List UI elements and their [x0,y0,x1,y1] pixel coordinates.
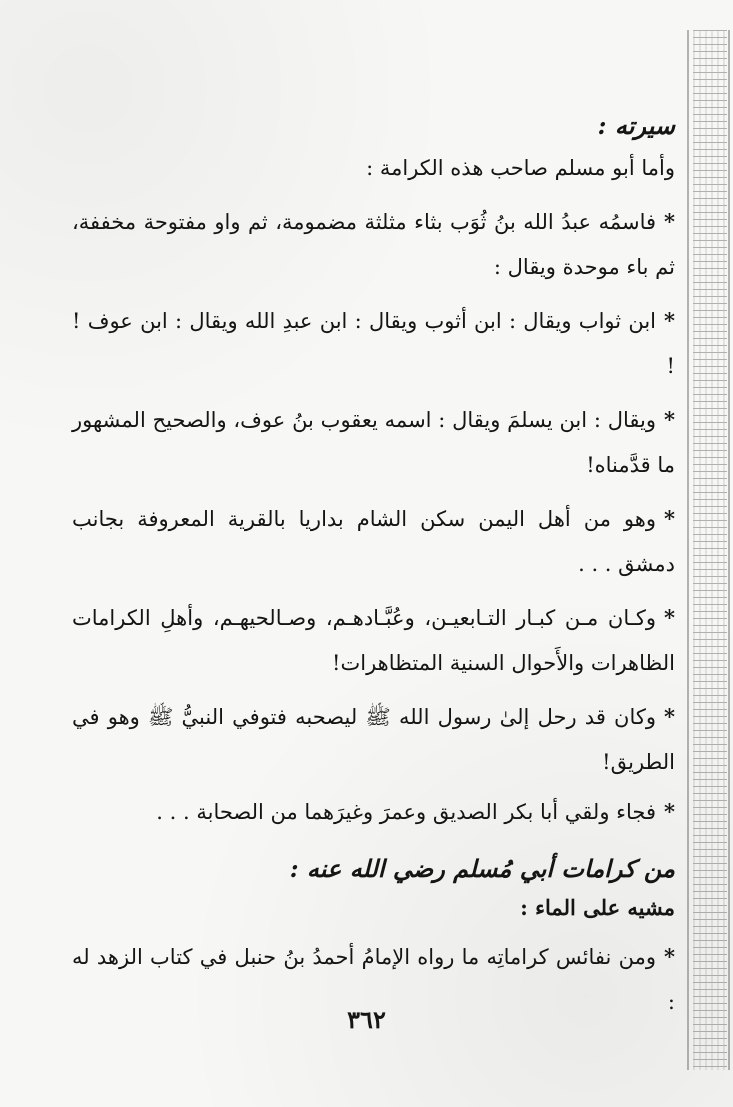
intro-line: وأما أبو مسلم صاحب هذه الكرامة : [366,156,675,180]
bullet-star: * [664,407,675,432]
paragraph-7 [72,789,675,835]
paragraph-text: وكان قد رحل إلىٰ رسول الله ﷺ ليصحبه فتوفي النبيُّ ﷺ وهو في الطريق! [72,705,675,774]
paragraph-text: ويقال : ابن يسلمَ ويقال : اسمه يعقوب بنُ عوف، والصحيح المشهور ما قدَّمناه! [72,408,675,477]
paragraph-text: ابن ثواب ويقال : ابن أثوب ويقال : ابن عبدِ الله ويقال : ابن عوف ! ! [72,309,675,378]
paragraph-text: فاسمُه عبدُ الله بنُ ثُوَب بثاء مثلثة مضمومة، ثم واو مفتوحة مخففة، ثم باء موحدة ويقال : [72,210,675,279]
paragraph-text: فجاء ولقي أبا بكر الصديق وعمرَ وغيرَهما من الصحابة . . . [156,800,657,824]
paragraph-2 [72,298,675,389]
paragraph-text: وهو من أهل اليمن سكن الشام بداريا بالقرية المعروفة بجانب دمشق . . . [72,507,675,576]
section-heading-biography: سيرته : [597,111,675,140]
bullet-star: * [664,506,675,531]
page-text [72,96,675,1025]
paragraph-4 [72,496,675,587]
bullet-star: * [664,944,675,969]
bullet-star: * [664,704,675,729]
bullet-star: * [664,799,675,824]
bullet-star: * [664,605,675,630]
paragraph-text: ومن نفائس كراماتِه ما رواه الإمامُ أحمدُ بنُ حنبل في كتاب الزهد له : [72,945,675,1014]
paragraph-3 [72,397,675,488]
page-number: ٣٦٢ [347,1005,386,1034]
bullet-star: * [664,308,675,333]
bullet-star: * [664,209,675,234]
paragraph-5 [72,595,675,686]
paragraph-text: وكـان مـن كبـار التـابعيـن، وعُبَّـادهـم، وصـالحيهـم، وأهلِ الكرامات الظاهرات والأَحوال السنية المتظاهرات! [72,606,675,675]
paragraph-6 [72,694,675,785]
subheading-walking-on-water: مشيه على الماء : [520,895,675,920]
decorative-border [693,30,727,1070]
paragraph-1 [72,199,675,290]
section-heading-miracles: من كرامات أبي مُسلم رضي الله عنه : [289,854,675,883]
